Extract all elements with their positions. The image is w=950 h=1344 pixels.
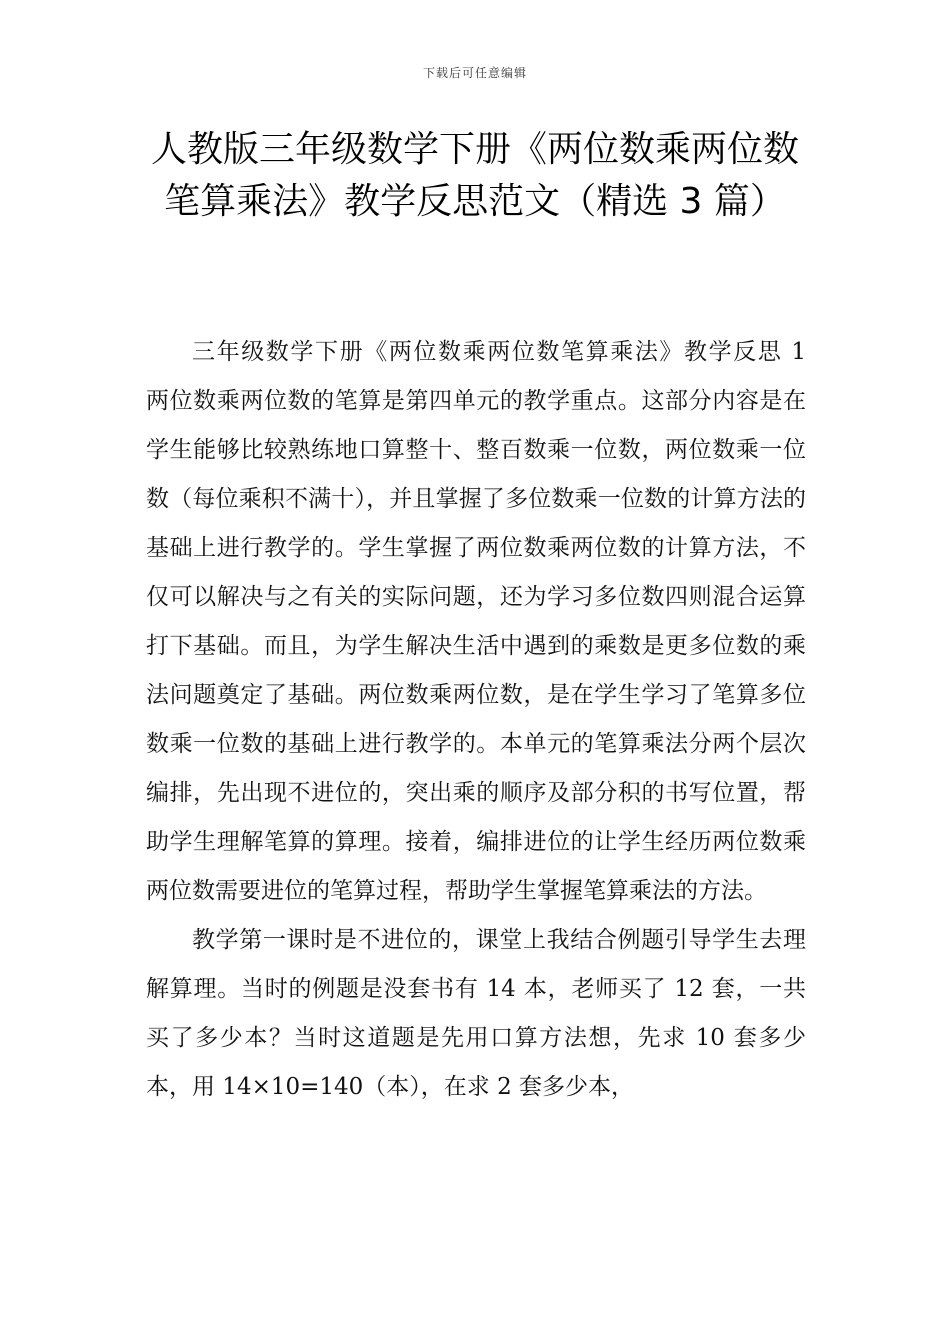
document-body [146,328,852,1112]
paragraph-1: 三年级数学下册《两位数乘两位数笔算乘法》教学反思 1 两位数乘两位数的笔算是第四单元的教学重点。这部分内容是在学生能够比较熟练地口算整十、整百数乘一位数，两位数乘一位数（每位乘积不满十），并且掌握了多位数乘一位数的计算方法的基础上进行教学的。学生掌握了两位数乘两位数的计算方法，不仅可以解决与之有关的实际问题，还为学习多位数四则混合运算打下基础。而且，为学生解决生活中遇到的乘数是更多位数的乘法问题奠定了基础。两位数乘两位数，是在学生学习了笔算多位数乘一位数的基础上进行教学的。本单元的笔算乘法分两个层次编排，先出现不进位的，突出乘的顺序及部分积的书写位置，帮助学生理解笔算的算理。接着，编排进位的让学生经历两位数乘两位数需要进位的笔算过程，帮助学生掌握笔算乘法的方法。 [146,339,852,904]
header-note: 下载后可任意编辑 [422,66,527,80]
document-title [110,124,840,228]
paragraph-2: 教学第一课时是不进位的，课堂上我结合例题引导学生去理解算理。当时的例题是没套书有 14 本，老师买了 12 套，一共买了多少本？当时这道题是先用口算方法想，先求 10 套多少本，用 14×10=140（本），在求 2 套多少本， [146,927,806,1100]
title-line-2: 笔算乘法》教学反思范文（精选 3 篇） [164,181,786,222]
title-line-1: 人教版三年级数学下册《两位数乘两位数 [150,129,799,170]
